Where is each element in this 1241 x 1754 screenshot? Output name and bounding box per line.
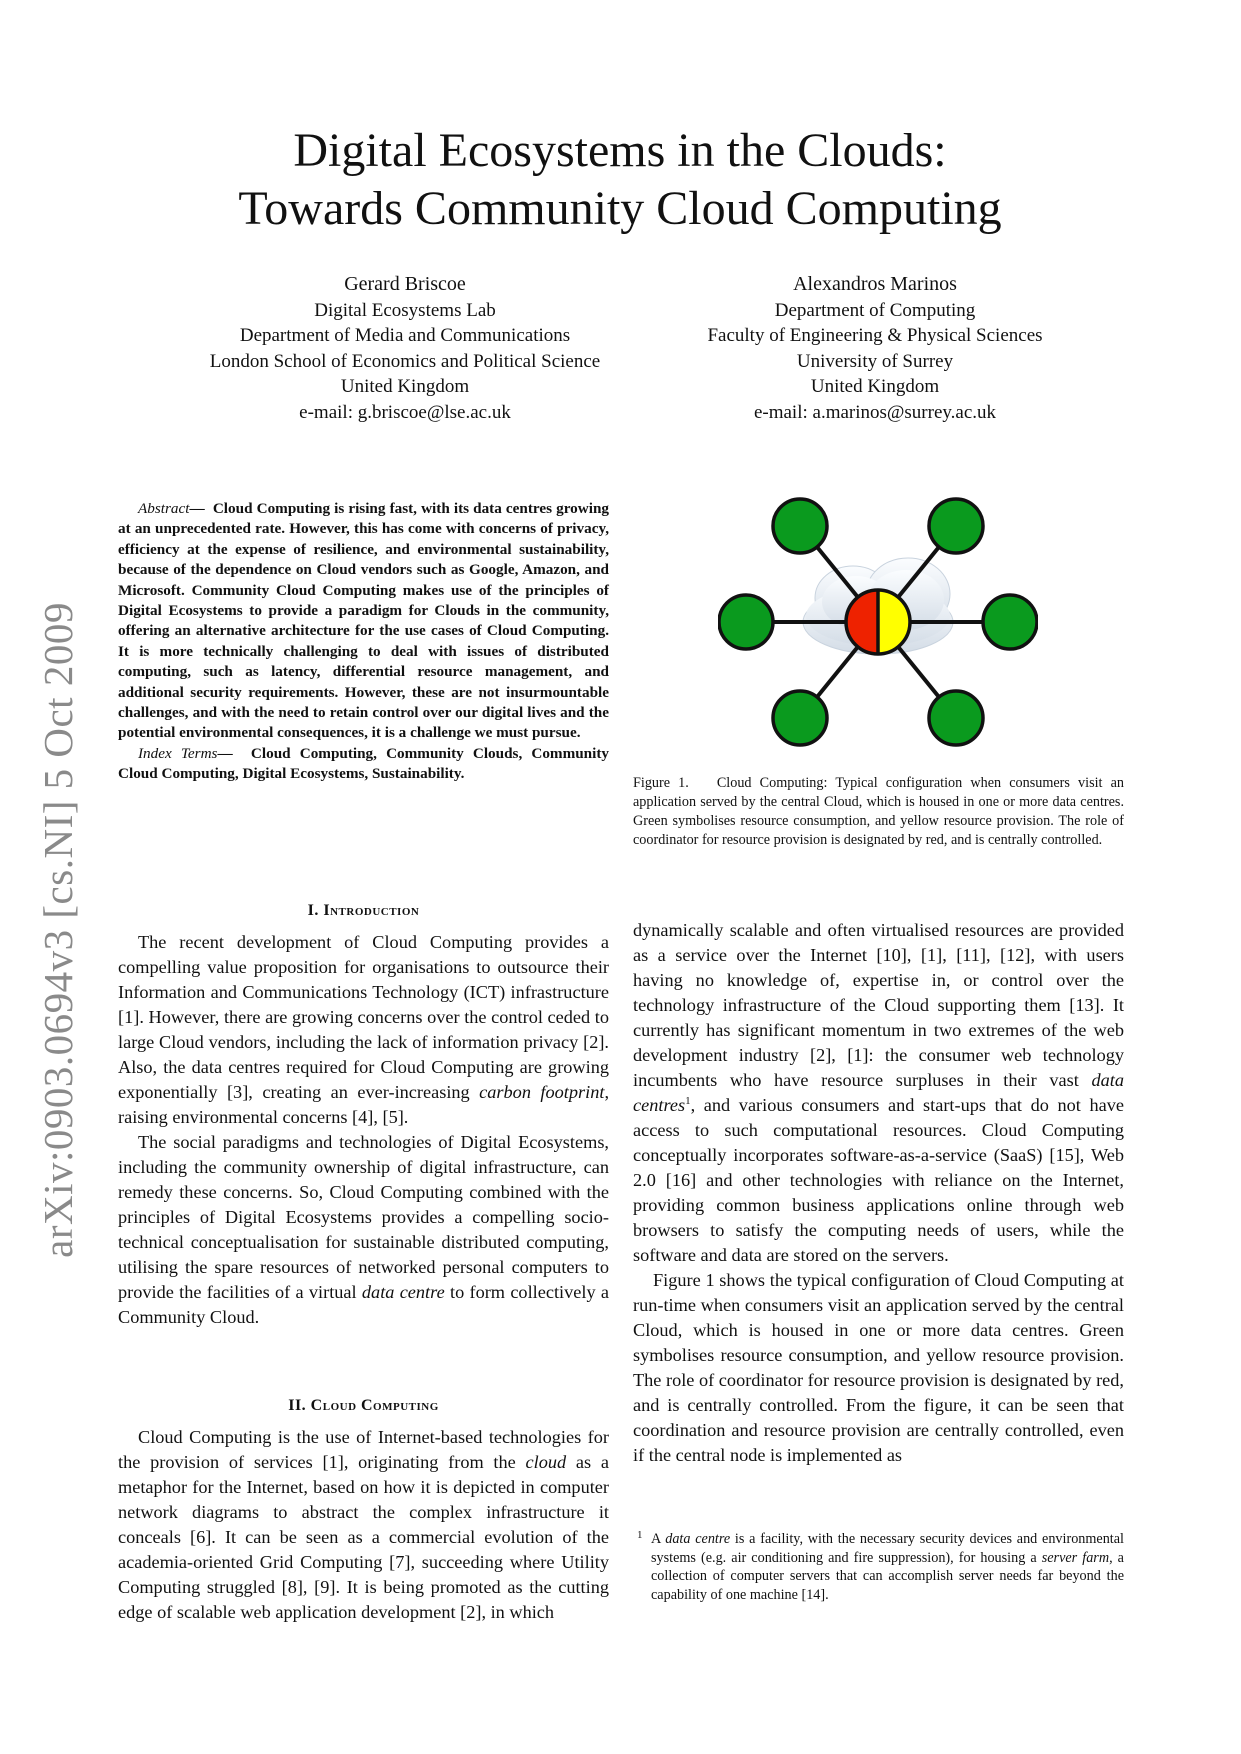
cloud-text: as a metaphor for the Internet, based on how it is depicted in computer network diagrams to abstract the complex infrastructure it conceals [6]. It can be seen as a commercial evolution of the academia-oriented Grid Computing [7], succeeding where Utility Computing struggled [8], [9]. It is being promoted as the cutting edge of scalable web application development [2], in which xyxy=(118,1452,610,1622)
author-affiliation: Digital Ecosystems Lab xyxy=(314,299,496,321)
section-numeral: II. xyxy=(288,1397,307,1414)
index-terms-label: Index Terms xyxy=(138,744,218,762)
intro-text: The recent development of Cloud Computing provides a compelling value proposition for organisations to outsource their Information and Communications Technology (ICT) infrastructure [1]. However, there are growing concerns over the control ceded to large Cloud vendors, including the lack of information privacy [2]. Also, the data centres required for Cloud Computing are growing exponentially [3], creating an ever-increasing xyxy=(118,932,609,1102)
author-name: Alexandros Marinos xyxy=(793,273,957,295)
cloud-emphasis: cloud xyxy=(525,1452,567,1472)
index-terms-dash: — xyxy=(217,744,233,762)
right-paragraph-2: Figure 1 shows the typical configuration of Cloud Computing at run-time when consumers visit an application served by the central Cloud, which is housed in one or more data centres. Green symbolises resource consumption, and yellow resource provision. The role of coordinator for resource provision is designated by red, and is centrally controlled. From the figure, it can be seen that coordination and resource provision are centrally controlled, even if the central node is implemented as xyxy=(633,1270,1124,1465)
central-cloud-node xyxy=(846,590,910,654)
abstract-paragraph xyxy=(118,499,609,744)
intro-emphasis: data centre xyxy=(361,1282,445,1302)
consumer-node-bottom-left xyxy=(773,691,827,745)
consumer-node-top-left xyxy=(773,499,827,553)
title-line-1: Digital Ecosystems in the Clouds: xyxy=(293,124,947,177)
section-heading-cloud-computing xyxy=(118,1393,609,1418)
figure-label: Figure 1. xyxy=(633,775,689,791)
index-terms-paragraph xyxy=(118,744,609,785)
author-email: e-mail: g.briscoe@lse.ac.uk xyxy=(299,401,511,423)
figure-caption-text: Cloud Computing: Typical configuration when consumers visit an application served by the central Cloud, which is housed in one or more data centres. Green symbolises resource consumption, and yellow resource provision. The role of coordinator for resource provision is designated by red, and is centrally controlled. xyxy=(633,775,1125,848)
right-column-body xyxy=(633,918,1124,1468)
footnote xyxy=(633,1530,1124,1604)
intro-paragraph-2 xyxy=(118,1130,609,1330)
paper-title xyxy=(120,122,1120,238)
author-affiliation: United Kingdom xyxy=(810,376,940,397)
author-block-2 xyxy=(655,272,1095,425)
author-name: Gerard Briscoe xyxy=(344,273,466,295)
title-line-2: Towards Community Cloud Computing xyxy=(238,182,1002,235)
intro-paragraph-1 xyxy=(118,930,609,1130)
right-paragraph-1 xyxy=(633,918,1124,1268)
abstract-dash: — xyxy=(189,500,205,517)
footnote-text: is a facility, with the necessary security devices and environmental systems (e.g. air conditioning and fire suppression), for housing a xyxy=(651,1531,1124,1566)
introduction-section xyxy=(118,898,609,1330)
consumer-node-bottom-right xyxy=(929,691,983,745)
index-terms-text: Cloud Computing, Community Clouds, Community Cloud Computing, Digital Ecosystems, Sustainability. xyxy=(118,744,609,783)
author-affiliation: University of Surrey xyxy=(796,350,954,372)
right-text: , and various consumers and start-ups that do not have access to such computational resources. Cloud Computing conceptually incorporates software-as-a-service (SaaS) [15], Web 2.0 [16] and other technologies with reliance on the Internet, providing common business applications online through web browsers to satisfy the computing needs of users, while the software and data are stored on the servers. xyxy=(633,1095,1124,1265)
cloud-configuration-figure xyxy=(718,490,1038,760)
section-numeral: I. xyxy=(307,902,319,919)
right-text: dynamically scalable and often virtualised resources are provided as a service over the Internet [10], [1], [11], [12], with users having no knowledge of, expertise in, or control over the technology infrastructure of the Cloud supporting them [13]. It currently has significant momentum in two extremes of the web development industry [2], [1]: the consumer web technology incumbents who have resource surpluses in their vast xyxy=(633,920,1124,1090)
footnote-text: A xyxy=(651,1531,666,1547)
author-affiliation: United Kingdom xyxy=(340,376,470,397)
abstract-label: Abstract xyxy=(138,500,190,517)
intro-text: , raising environmental concerns [4], [5]. xyxy=(118,1082,610,1127)
consumer-node-top-right xyxy=(929,499,983,553)
figure-caption xyxy=(633,774,1124,850)
cloud-paragraph-1 xyxy=(118,1425,609,1625)
author-affiliation: London School of Economics and Political Science xyxy=(209,350,601,372)
footnote-mark: 1 xyxy=(637,1529,643,1541)
intro-emphasis: carbon footprint xyxy=(479,1082,605,1102)
footnote-emphasis: server farm xyxy=(1041,1549,1110,1566)
footnote-reference[interactable]: 1 xyxy=(685,1094,691,1107)
right-emphasis: data centres xyxy=(633,1070,1124,1115)
section-title: Cloud Computing xyxy=(310,1397,439,1414)
author-block-1 xyxy=(170,272,640,425)
section-title: Introduction xyxy=(323,902,420,919)
abstract-text: Cloud Computing is rising fast, with its data centres growing at an unprecedented rate. However, this has come with concerns of privacy, efficiency at the expense of resilience, and environmental sustainability, because of the dependence on Cloud vendors such as Google, Amazon, and Microsoft. Community Cloud Computing makes use of the principles of Digital Ecosystems to provide a paradigm for Clouds in the community, offering an alternative architecture for the use cases of Cloud Computing. It is more technically challenging to deal with issues of distributed computing, such as latency, differential resource management, and additional security requirements. However, these are not insurmountable challenges, and with the need to retain control over our digital lives and the potential environmental consequences, it is a challenge we must pursue. xyxy=(118,500,609,742)
section-heading-introduction xyxy=(118,898,609,923)
intro-text: The social paradigms and technologies of Digital Ecosystems, including the community ownership of digital infrastructure, can remedy these concerns. So, Cloud Computing combined with the principles of Digital Ecosystems provides a compelling socio-technical conceptualisation for sustainable distributed computing, utilising the spare resources of networked personal computers to provide the facilities of a virtual xyxy=(118,1132,609,1302)
consumer-node-left xyxy=(719,595,773,649)
author-affiliation: Faculty of Engineering & Physical Sciences xyxy=(707,325,1043,346)
intro-text: to form collectively a Community Cloud. xyxy=(118,1282,609,1327)
abstract-block xyxy=(118,499,609,785)
author-affiliation: Department of Media and Communications xyxy=(239,325,571,346)
arxiv-id-text: arXiv:0903.0694v3 [cs.NI] 5 Oct 2009 xyxy=(35,602,81,1258)
author-affiliation: Department of Computing xyxy=(774,299,976,321)
footnote-emphasis: data centre xyxy=(665,1531,731,1547)
cloud-text: Cloud Computing is the use of Internet-based technologies for the provision of services [1], originating from the xyxy=(118,1427,609,1472)
author-email: e-mail: a.marinos@surrey.ac.uk xyxy=(753,401,997,423)
cloud-computing-section xyxy=(118,1393,609,1625)
consumer-node-right xyxy=(983,595,1037,649)
footnote-body xyxy=(651,1530,1124,1604)
arxiv-identifier-stamp xyxy=(18,580,98,1280)
footnote-text: , a collection of computer servers that can accomplish server needs far beyond the capability of one machine [14]. xyxy=(651,1549,1124,1603)
